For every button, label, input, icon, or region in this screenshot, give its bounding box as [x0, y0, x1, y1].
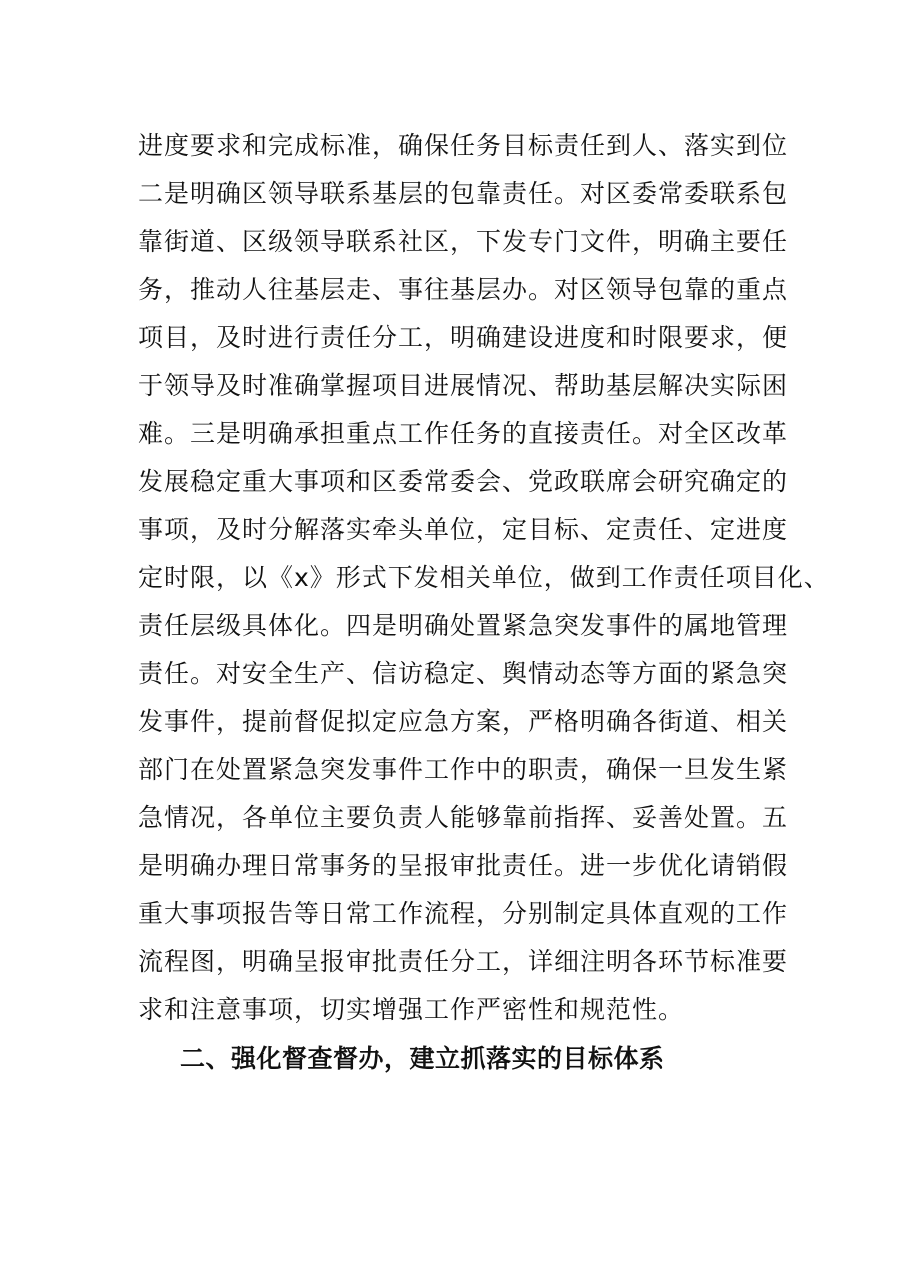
text-line: 靠街道、区级领导联系社区，下发专门文件，明确主要任	[138, 227, 789, 256]
text-line: 发事件，提前督促拟定应急方案，严格明确各街道、相关	[138, 707, 789, 736]
text-line: 定时限，以《x》形式下发相关单位，做到工作责任项目化、	[138, 563, 830, 592]
section-heading: 二、强化督查督办，建立抓落实的目标体系	[180, 1044, 665, 1073]
text-line: 求和注意事项，切实增强工作严密性和规范性。	[138, 995, 685, 1024]
text-line: 进度要求和完成标准，确保任务目标责任到人、落实到位	[138, 131, 789, 160]
text-line: 急情况，各单位主要负责人能够靠前指挥、妥善处置。五	[138, 803, 789, 832]
text-line: 于领导及时准确掌握项目进展情况、帮助基层解决实际困	[138, 371, 789, 400]
text-line: 重大事项报告等日常工作流程，分别制定具体直观的工作	[138, 899, 789, 928]
body-paragraph	[138, 122, 830, 1034]
text-line: 务，推动人往基层走、事往基层办。对区领导包靠的重点	[138, 275, 789, 304]
text-line: 项目，及时进行责任分工，明确建设进度和时限要求，便	[138, 323, 789, 352]
text-line: 部门在处置紧急突发事件工作中的职责，确保一旦发生紧	[138, 755, 789, 784]
text-line: 责任。对安全生产、信访稳定、舆情动态等方面的紧急突	[138, 659, 789, 688]
text-line: 责任层级具体化。四是明确处置紧急突发事件的属地管理	[138, 611, 789, 640]
text-line: 二是明确区领导联系基层的包靠责任。对区委常委联系包	[138, 179, 789, 208]
text-line: 难。三是明确承担重点工作任务的直接责任。对全区改革	[138, 419, 789, 448]
text-line: 事项，及时分解落实牵头单位，定目标、定责任、定进度	[138, 515, 789, 544]
text-line: 发展稳定重大事项和区委常委会、党政联席会研究确定的	[138, 467, 789, 496]
text-line: 是明确办理日常事务的呈报审批责任。进一步优化请销假	[138, 851, 789, 880]
text-line: 流程图，明确呈报审批责任分工，详细注明各环节标准要	[138, 947, 789, 976]
